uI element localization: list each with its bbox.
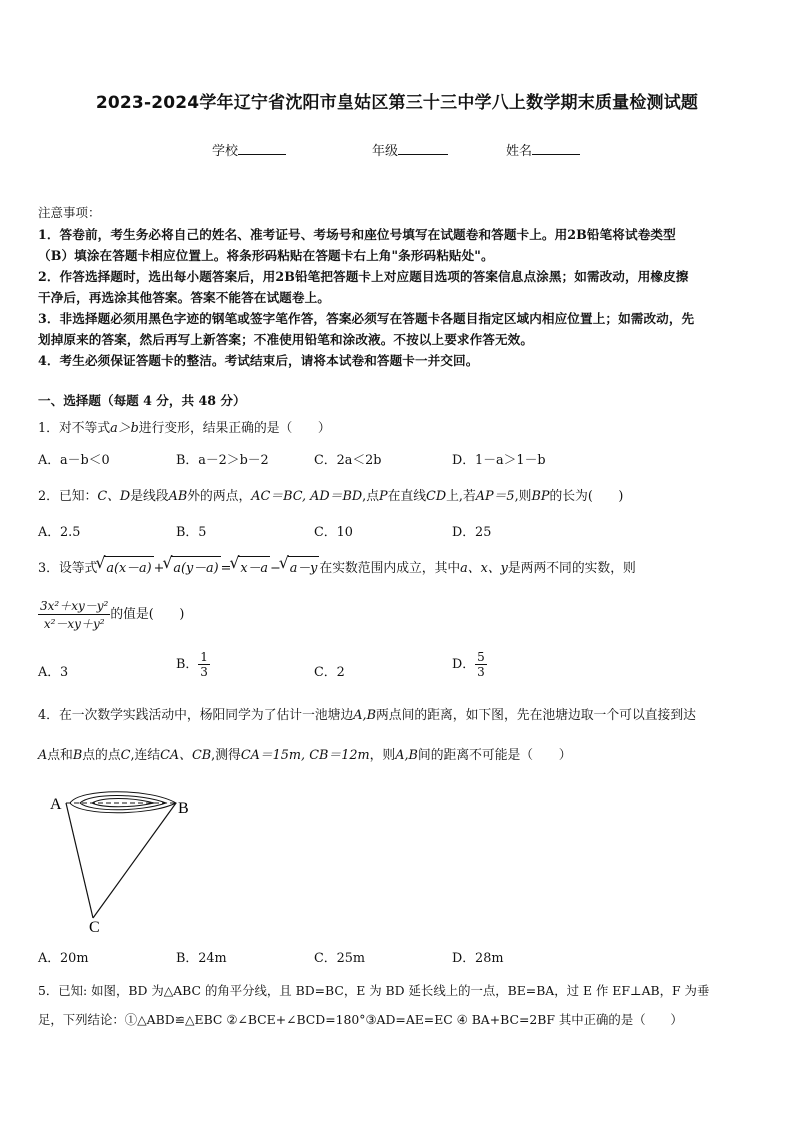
q3-numerator: 3x²＋xy－y²	[40, 599, 109, 613]
question-5: 5．已知: 如图，BD 为△ABC 的角平分线，且 BD=BC，E 为 BD 延长线上的一点，BE=BA，过 E 作 EF⊥AB，F 为垂	[38, 983, 710, 998]
question-2	[38, 485, 623, 504]
q3-option-c[interactable]: C．2	[314, 665, 345, 680]
label-b: B	[178, 800, 189, 817]
q2-text: 2．已知：	[38, 489, 98, 504]
name-label: 姓名	[506, 144, 533, 159]
q2-option-a[interactable]: A．2.5	[38, 525, 81, 540]
q3-vars: a、x、y	[460, 561, 508, 576]
note-line: 2．作答选择题时，选出每小题答案后，用2B铅笔把答题卡上对应题目选项的答案信息点涂黑；如需改动，用橡皮擦	[38, 269, 689, 284]
q2-text: 外的两点，	[187, 489, 252, 504]
q2-text: 是线段	[130, 489, 169, 504]
q2-point-p: P	[379, 489, 388, 504]
q2-line-cd: CD	[426, 489, 447, 504]
question-4	[38, 704, 696, 723]
q4-text: ,连结	[130, 748, 161, 763]
section-heading: 一、选择题（每题 4 分，共 48 分）	[38, 393, 246, 408]
q4-option-b[interactable]: B．24m	[176, 951, 227, 966]
segment-ac	[66, 803, 93, 918]
q1-option-b[interactable]: B．a－2＞b－2	[176, 453, 269, 468]
q2-text: 上,若	[446, 489, 476, 504]
notes-heading: 注意事项：	[38, 205, 101, 220]
q1-option-a[interactable]: A．a－b＜0	[38, 453, 110, 468]
school-label: 学校	[212, 144, 239, 159]
q2-text-end: 的长为( )	[549, 489, 624, 504]
q1-text: 1．对不等式	[38, 421, 111, 436]
q3-expression	[38, 597, 184, 632]
note-line: 3．非选择题必须用黑色字迹的钢笔或签字笔作答，答案必须写在答题卡各题目指定区域内相应位置上；如需改动，先	[38, 311, 695, 326]
q4-option-c[interactable]: C．25m	[314, 951, 366, 966]
q2-equation: AC＝BC, AD＝BD	[251, 489, 363, 504]
q2-text: ,点	[362, 489, 380, 504]
q2-bp: BP	[531, 489, 550, 504]
q3-option-d-den: 3	[477, 665, 485, 679]
q3-fraction	[38, 597, 110, 632]
q3-option-b-num: 1	[200, 650, 208, 664]
q3-option-a[interactable]: A．3	[38, 665, 69, 680]
q3-option-b-fraction	[198, 650, 210, 679]
q3-option-d[interactable]	[452, 650, 487, 679]
q4-text: 点的点	[82, 748, 121, 763]
q3-text: 是两两不同的实数，则	[507, 561, 636, 576]
q3-root-1: √ a(x－a)	[104, 556, 153, 576]
q3-root-4: √ a－y	[288, 556, 320, 576]
q3-option-d-label: D．	[452, 657, 476, 672]
q4-ca-cb: CA、CB	[160, 748, 212, 763]
q3-text: 3．设等式	[38, 561, 98, 576]
note-line: 4．考生必须保证答题卡的整洁。考试结束后，请将本试卷和答题卡一并交回。	[38, 353, 479, 368]
school-blank[interactable]	[238, 142, 286, 155]
q4-ab: A,B	[395, 748, 418, 763]
q1-option-d[interactable]: D．1－a＞1－b	[452, 453, 546, 468]
q2-option-d[interactable]: D．25	[452, 525, 492, 540]
q2-text: 在直线	[387, 489, 427, 504]
q3-equals: =	[220, 561, 232, 576]
question-3	[38, 556, 636, 576]
q3-minus: −	[270, 561, 281, 576]
question-1	[38, 417, 331, 436]
school-field[interactable]	[212, 140, 286, 159]
q4-option-a[interactable]: A．20m	[38, 951, 89, 966]
name-field[interactable]	[506, 140, 580, 159]
q4-text: 点和	[47, 748, 73, 763]
q3-text-end: 的值是( )	[110, 607, 185, 622]
q3-denominator: x²－xy＋y²	[43, 617, 105, 631]
q4-ab: A,B	[353, 708, 376, 723]
label-c: C	[89, 919, 100, 934]
q4-option-d[interactable]: D．28m	[452, 951, 504, 966]
q4-point-a: A	[38, 748, 48, 763]
q2-option-c[interactable]: C．10	[314, 525, 353, 540]
note-line: 划掉原来的答案，然后再写上新答案；不准使用铅笔和涂改液。不按以上要求作答无效。	[38, 332, 534, 347]
q3-option-b-label: B．	[176, 657, 199, 672]
q2-text: ,则	[514, 489, 532, 504]
q4-point-b: B	[72, 748, 83, 763]
q3-option-b[interactable]	[176, 650, 210, 679]
pond-diagram	[40, 784, 200, 934]
q4-text-end: 间的距离不可能是（ ）	[417, 748, 572, 763]
q3-plus: +	[153, 561, 165, 576]
q4-measurements: CA＝15m, CB＝12m	[240, 748, 370, 763]
q3-option-d-fraction	[475, 650, 487, 679]
q4-text: ,测得	[211, 748, 241, 763]
note-line: （B）填涂在答题卡相应位置上。将条形码粘贴在答题卡右上角"条形码粘贴处"。	[38, 248, 494, 263]
q1-condition: a＞b	[110, 421, 139, 436]
q3-option-b-den: 3	[200, 665, 208, 679]
q3-root-3: √ x－a	[238, 556, 270, 576]
q3-root-2: √ a(y－a)	[171, 556, 220, 576]
grade-field[interactable]	[372, 140, 448, 159]
note-line: 干净后，再选涂其他答案。答案不能答在试题卷上。	[38, 290, 330, 305]
note-line: 1．答卷前，考生务必将自己的姓名、准考证号、考场号和座位号填写在试题卷和答题卡上。用2B铅笔将试卷类型	[38, 227, 676, 242]
q2-option-b[interactable]: B．5	[176, 525, 207, 540]
q1-text-end: 进行变形，结果正确的是（ ）	[138, 421, 331, 436]
q1-option-c[interactable]: C．2a＜2b	[314, 453, 382, 468]
question-4-line-2	[38, 744, 571, 763]
q4-text: 两点间的距离，如下图，先在池塘边取一个可以直接到达	[376, 708, 696, 723]
label-a: A	[50, 796, 62, 813]
segment-bc	[93, 803, 176, 918]
grade-blank[interactable]	[398, 142, 448, 155]
q2-segment: AB	[168, 489, 188, 504]
q2-points: C、D	[97, 489, 131, 504]
exam-title: 2023-2024学年辽宁省沈阳市皇姑区第三十三中学八上数学期末质量检测试题	[95, 93, 699, 113]
question-5-line-2: 足，下列结论：①△ABD≌△EBC ②∠BCE+∠BCD=180°③AD=AE=EC ④ BA+BC=2BF 其中正确的是（ ）	[38, 1012, 683, 1027]
q3-text: 在实数范围内成立，其中	[319, 561, 461, 576]
grade-label: 年级	[372, 144, 399, 159]
name-blank[interactable]	[532, 142, 580, 155]
q4-text: ，则	[369, 748, 396, 763]
q3-option-d-num: 5	[477, 650, 485, 664]
q4-text: 4．在一次数学实践活动中，杨阳同学为了估计一池塘边	[38, 708, 354, 723]
q2-ap: AP＝5	[475, 489, 515, 504]
q4-point-c: C	[120, 748, 131, 763]
